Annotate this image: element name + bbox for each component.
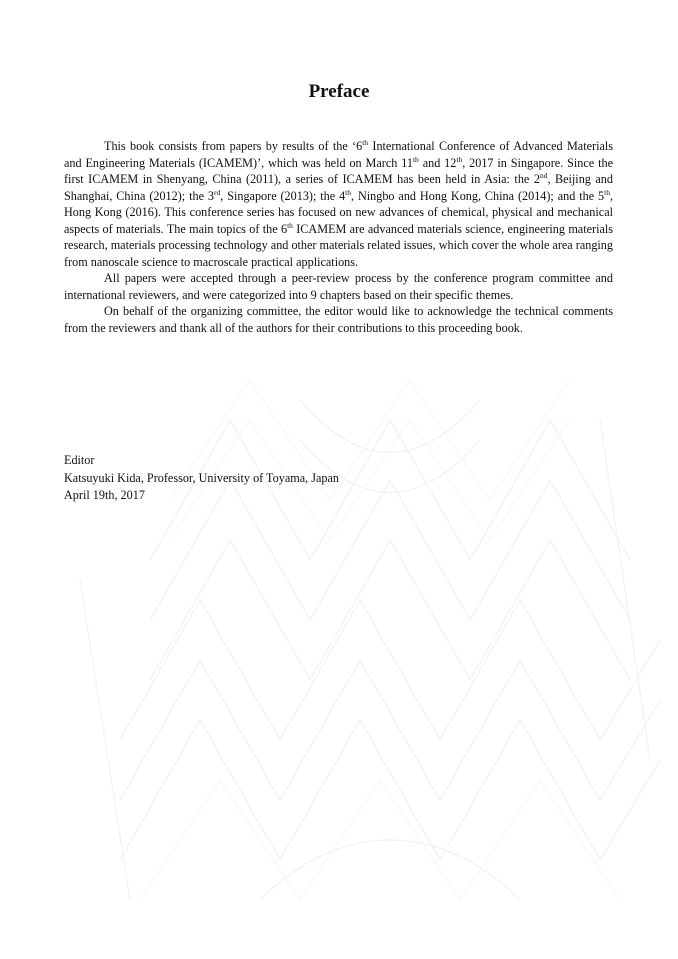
paragraph-review: All papers were accepted through a peer-review process by the conference program committee and international reviewers, and were categorized into 9 chapters based on their specific themes. bbox=[64, 271, 613, 302]
text-segment: This book consists from papers by results of the ‘6 bbox=[104, 139, 363, 153]
ordinal-suffix: rd bbox=[213, 187, 221, 197]
signature-block bbox=[64, 452, 613, 505]
text-segment: , Hong Kong (2016). This conference series has focused on new advances of chemical, physical and mechanical aspects of materials. The main topics of the 6 bbox=[64, 188, 613, 236]
ordinal-suffix: th bbox=[362, 137, 369, 147]
text-segment: and 12 bbox=[418, 155, 457, 170]
preface-body bbox=[64, 138, 613, 336]
signature-name: Katsuyuki Kida, Professor, University of Toyama, Japan bbox=[64, 470, 339, 485]
text-segment: , Ningbo and Hong Kong, China (2014); and the 5 bbox=[351, 188, 605, 203]
ordinal-suffix: nd bbox=[539, 170, 548, 180]
ordinal-suffix: th bbox=[456, 154, 463, 164]
paragraph-intro bbox=[64, 138, 613, 270]
text-segment: , 2017 in Singapore. Since the first ICAMEM in Shenyang, China (2011), a series of ICAMEM has been held in Asia: the 2 bbox=[64, 155, 613, 186]
ordinal-suffix: th bbox=[345, 187, 352, 197]
paragraph-acknowledgement: On behalf of the organizing committee, the editor would like to acknowledge the technical comments from the reviewers and thank all of the authors for their contributions to this proceeding book. bbox=[64, 304, 613, 335]
ordinal-suffix: th bbox=[287, 220, 293, 230]
signature-date: April 19th, 2017 bbox=[64, 488, 145, 502]
text-segment: , Beijing and Shanghai, China (2012); the 3 bbox=[64, 172, 613, 203]
text-segment: International Conference of Advanced Materials and Engineering Materials (ICAMEM)’, which was held on March 11 bbox=[64, 139, 613, 170]
text-segment: ICAMEM are advanced materials science, engineering materials research, materials processing technology and other materials related issues, which cover the whole area ranging from nanoscale science to macroscale practical applications. bbox=[64, 221, 613, 269]
page-title: Preface bbox=[308, 81, 370, 102]
signature-role: Editor bbox=[64, 453, 95, 467]
ordinal-suffix: th bbox=[412, 154, 419, 164]
text-segment: , Singapore (2013); the 4 bbox=[220, 188, 346, 203]
ordinal-suffix: th bbox=[604, 187, 610, 197]
